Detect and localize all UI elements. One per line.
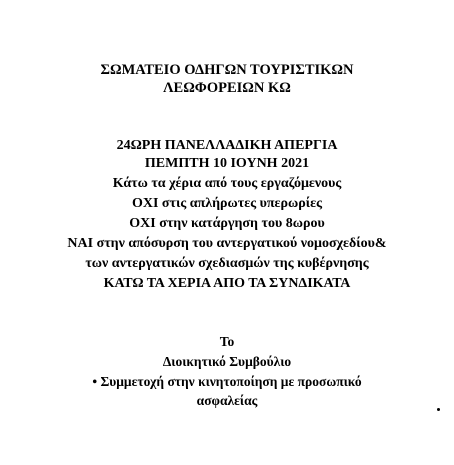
- demand-line: Κάτω τα χέρια από τους εργαζόμενους: [112, 176, 342, 191]
- stray-dot: [437, 408, 440, 411]
- union-name-line-1: ΣΩΜΑΤΕΙΟ ΟΔΗΓΩΝ ΤΟΥΡΙΣΤΙΚΩΝ: [100, 62, 354, 78]
- note-line-2: ασφαλείας: [196, 393, 258, 408]
- strike-date: ΠΕΜΠΤΗ 10 ΙΟΥΝΗ 2021: [144, 156, 310, 171]
- union-name-line-2: ΛΕΩΦΟΡΕΙΩΝ ΚΩ: [163, 80, 291, 96]
- demand-line: των αντεργατικών σχεδιασμών της κυβέρνησης: [85, 256, 369, 271]
- demand-line: ΝΑΙ στην απόσυρση του αντεργατικού νομοσχεδίου&: [67, 236, 387, 251]
- signature-line-2: Διοικητικό Συμβούλιο: [162, 354, 292, 369]
- demand-line: ΚΑΤΩ ΤΑ ΧΕΡΙΑ ΑΠΟ ΤΑ ΣΥΝΔΙΚΑΤΑ: [103, 276, 351, 291]
- demand-line: ΟΧΙ στις απλήρωτες υπερωρίες: [131, 196, 322, 211]
- signature-line-1: Το: [219, 334, 235, 349]
- note-line-1: • Συμμετοχή στην κινητοποίηση με προσωπικό: [92, 374, 362, 389]
- strike-title: 24ΩΡΗ ΠΑΝΕΛΛΑΔΙΚΗ ΑΠΕΡΓΙΑ: [116, 138, 338, 153]
- demand-line: ΟΧΙ στην κατάργηση του 8ωρου: [129, 216, 325, 231]
